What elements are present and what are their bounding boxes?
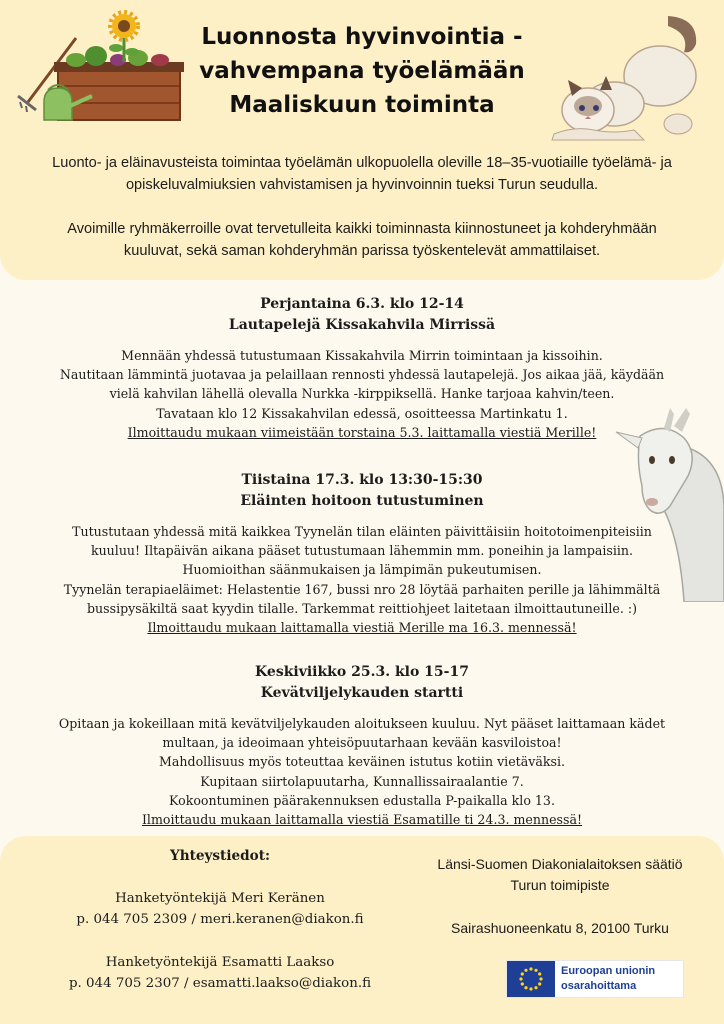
intro-line: opiskeluvalmiuksien vahvistamisen ja hyvinvoinnin tueksi Turun seudulla. <box>125 177 599 193</box>
event-description <box>40 522 684 637</box>
event-cat-cafe <box>40 294 684 442</box>
event-line: Kupitaan siirtolapuutarha, Kunnallissairaalantie 7. <box>200 773 524 789</box>
event-signup-note: Ilmoittaudu mukaan viimeistään torstaina 5.3. laittamalla viestiä Merille! <box>127 424 597 440</box>
contact-person-esamatti <box>40 952 400 994</box>
intro-paragraph-2 <box>14 218 710 262</box>
event-title: Eläinten hoitoon tutustuminen <box>240 493 484 509</box>
contact-details: p. 044 705 2309 / meri.keranen@diakon.fi <box>76 912 364 927</box>
organization-address: Sairashuoneenkatu 8, 20100 Turku <box>451 920 669 936</box>
event-line: Nautitaan lämmintä juotavaa ja pelaillaan rennosti yhdessä lautapelejä. Jos aikaa jää, käydään <box>59 367 665 383</box>
intro-line: Luonto- ja eläinavusteista toimintaa työelämän ulkopuolella oleville 18–35-vuotiaille työelämä- ja <box>52 155 672 171</box>
event-spring-gardening <box>40 662 684 829</box>
eu-funding-badge <box>506 960 684 998</box>
organization-name: Länsi-Suomen Diakonialaitoksen säätiö <box>437 856 683 872</box>
event-date: Keskiviikko 25.3. klo 15-17 <box>255 664 469 680</box>
intro-paragraph-1 <box>14 152 710 196</box>
event-signup-note: Ilmoittaudu mukaan laittamalla viestiä Esamatille ti 24.3. mennessä! <box>141 812 583 828</box>
event-line: Mennään yhdessä tutustumaan Kissakahvila Mirrin toimintaan ja kissoihin. <box>121 348 603 363</box>
intro-line: Avoimille ryhmäkerroille ovat tervetulleita kaikki toiminnasta kiinnostuneet ja kohderyhmään <box>67 221 657 237</box>
event-date: Tiistaina 17.3. klo 13:30-15:30 <box>241 472 483 488</box>
event-date: Perjantaina 6.3. klo 12-14 <box>260 296 464 312</box>
contact-details: p. 044 705 2307 / esamatti.laakso@diakon.fi <box>68 976 372 991</box>
event-line: Tyynelän terapiaeläimet: Helastentie 167, bussi nro 28 löytää parhaiten perille ja lähimmältä <box>63 581 661 597</box>
event-description <box>40 346 684 442</box>
event-title: Kevätviljelykauden startti <box>260 685 464 701</box>
eu-flag-icon <box>507 961 555 997</box>
title-line: vahvempana työelämään <box>199 58 525 84</box>
organization-unit: Turun toimipiste <box>510 877 610 893</box>
title-line: Maaliskuun toiminta <box>229 92 495 118</box>
event-line: multaan, ja ideoimaan yhteisöpuutarhaan kevään kasviloistoa! <box>162 735 562 751</box>
event-line: Tavataan klo 12 Kissakahvilan edessä, osoitteessa Martinkatu 1. <box>156 405 568 421</box>
title-line: Luonnosta hyvinvointia - <box>201 24 523 50</box>
event-line: vielä kahvilan lähellä olevalla Nurkka -kirppiksellä. Hanke tarjoaa kahvin/teen. <box>109 386 615 402</box>
event-signup-note: Ilmoittaudu mukaan laittamalla viestiä Merille ma 16.3. mennessä! <box>147 620 577 636</box>
contact-person-meri <box>40 888 400 930</box>
intro-line: kuuluvat, sekä saman kohderyhmän parissa työskentelevät ammattilaiset. <box>123 243 601 259</box>
event-line: Tutustutaan yhdessä mitä kaikkea Tyynelän tilan eläinten päivittäisiin hoitotoimenpiteisiin <box>72 524 652 539</box>
eu-badge-line: osarahoittama <box>561 980 637 992</box>
event-line: kuuluu! Iltapäivän aikana pääset tutustumaan lähemmin mm. poneihin ja lampaisiin. <box>90 543 634 559</box>
event-line: bussipysäkiltä saat kyydin tilalle. Tarkemmat reittiohjeet laitetaan ilmoittautuneille. :) <box>86 600 638 616</box>
event-line: Opitaan ja kokeillaan mitä kevätviljelykauden aloitukseen kuuluu. Nyt pääset laittamaan kädet <box>58 716 666 731</box>
contacts-heading: Yhteystiedot: <box>169 848 271 864</box>
event-line: Kokoontuminen päärakennuksen edustalla P-paikalla klo 13. <box>169 792 555 808</box>
eu-badge-line: Euroopan unionin <box>561 965 656 977</box>
contact-name: Hanketyöntekijä Meri Keränen <box>115 891 325 906</box>
contact-name: Hanketyöntekijä Esamatti Laakso <box>105 955 335 970</box>
event-line: Mahdollisuus myös toteuttaa keväinen istutus kotiin vietäväksi. <box>159 754 565 770</box>
event-animal-care <box>40 470 684 637</box>
poster-title <box>150 20 574 122</box>
event-title: Lautapelejä Kissakahvila Mirrissä <box>228 317 496 333</box>
event-line: Huomioithan säänmukaisen ja lämpimän pukeutumisen. <box>182 562 542 578</box>
eu-badge-text <box>561 964 655 994</box>
event-description <box>40 714 684 829</box>
organization-info <box>400 854 720 896</box>
